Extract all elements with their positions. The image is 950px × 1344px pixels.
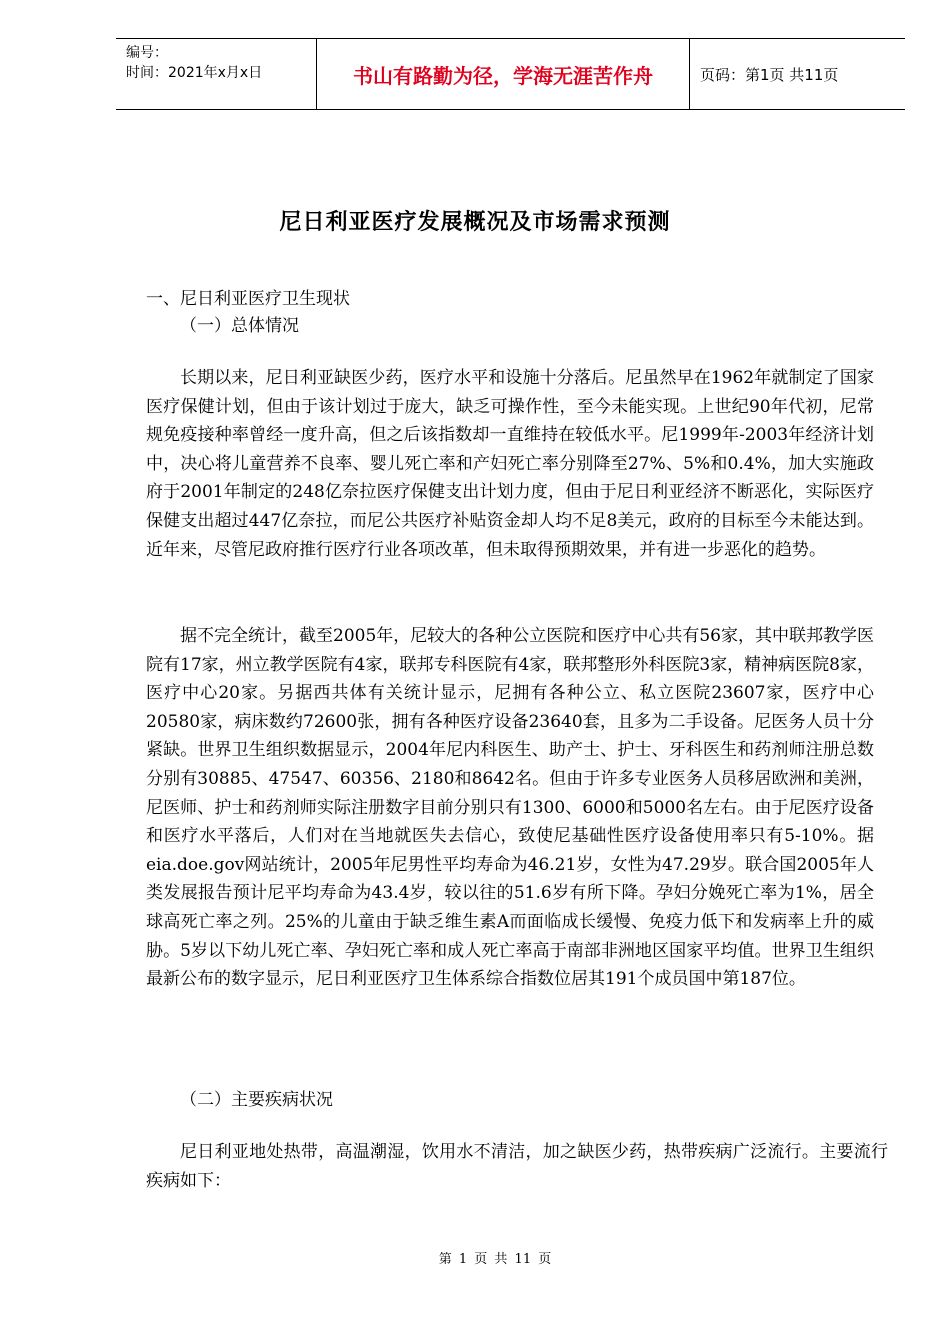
header-motto: 书山有路勤为径，学海无涯苦作舟: [316, 39, 690, 109]
header-meta: [116, 39, 316, 109]
document-time-label: 时间：2021年x月x日: [126, 65, 263, 81]
body-paragraph: 尼日利亚地处热带，高温潮湿，饮用水不清洁，加之缺医少药，热带疾病广泛流行。主要流行疾病如下：: [146, 1142, 888, 1191]
subsection-heading-diseases: （二）主要疾病状况: [180, 1090, 333, 1110]
section-heading: 一、尼日利亚医疗卫生现状: [146, 289, 350, 309]
subsection-heading-overview: （一）总体情况: [180, 316, 299, 336]
header-page-info: 页码：第1页 共11页: [700, 65, 839, 84]
body-paragraph: 长期以来，尼日利亚缺医少药，医疗水平和设施十分落后。尼虽然早在1962年就制定了国家医疗保健计划，但由于该计划过于庞大，缺乏可操作性，至今未能实现。上世纪90年代初，尼常规免疫接种率曾经一度升高，但之后该指数却一直维持在较低水平。尼1999年-2003年经济计划中，决心将儿童营养不良率、婴儿死亡率和产妇死亡率分别降至27%、5%和0.4%，加大实施政府于2001年制定的248亿奈拉医疗保健支出计划力度，但由于尼日利亚经济不断恶化，实际医疗保健支出超过447亿奈拉，而尼公共医疗补贴资金却人均不足8美元，政府的目标至今未能达到。近年来，尽管尼政府推行医疗行业各项改革，但未取得预期效果，并有进一步恶化的趋势。: [146, 368, 874, 560]
document-title: 尼日利亚医疗发展概况及市场需求预测: [279, 210, 671, 235]
page-footer: 第 1 页 共 11 页: [438, 1252, 552, 1267]
document-number-label: 编号：: [126, 45, 168, 61]
page-header: [116, 38, 905, 110]
body-paragraph: 据不完全统计，截至2005年，尼较大的各种公立医院和医疗中心共有56家，其中联邦教学医院有17家，州立教学医院有4家，联邦专科医院有4家，联邦整形外科医院3家，精神病医院8家，医疗中心20家。另据西共体有关统计显示，尼拥有各种公立、私立医院23607家，医疗中心20580家，病床数约72600张，拥有各种医疗设备23640套，且多为二手设备。尼医务人员十分紧缺。世界卫生组织数据显示，2004年尼内科医生、助产士、护士、牙科医生和药剂师注册总数分别有30885、47547、60356、2180和8642名。但由于许多专业医务人员移居欧洲和美洲，尼医师、护士和药剂师实际注册数字目前分别只有1300、6000和5000名左右。由于尼医疗设备和医疗水平落后，人们对在当地就医失去信心，致使尼基础性医疗设备使用率只有5-10%。据eia.doe.gov网站统计，2005年尼男性平均寿命为46.21岁，女性为47.29岁。联合国2005年人类发展报告预计尼平均寿命为43.4岁，较以往的51.6岁有所下降。孕妇分娩死亡率为1%，居全球高死亡率之列。25%的儿童由于缺乏维生素A而面临成长缓慢、免疫力低下和发病率上升的威胁。5岁以下幼儿死亡率、孕妇死亡率和成人死亡率高于南部非洲地区国家平均值。世界卫生组织最新公布的数字显示，尼日利亚医疗卫生体系综合指数位居其191个成员国中第187位。: [146, 626, 874, 990]
